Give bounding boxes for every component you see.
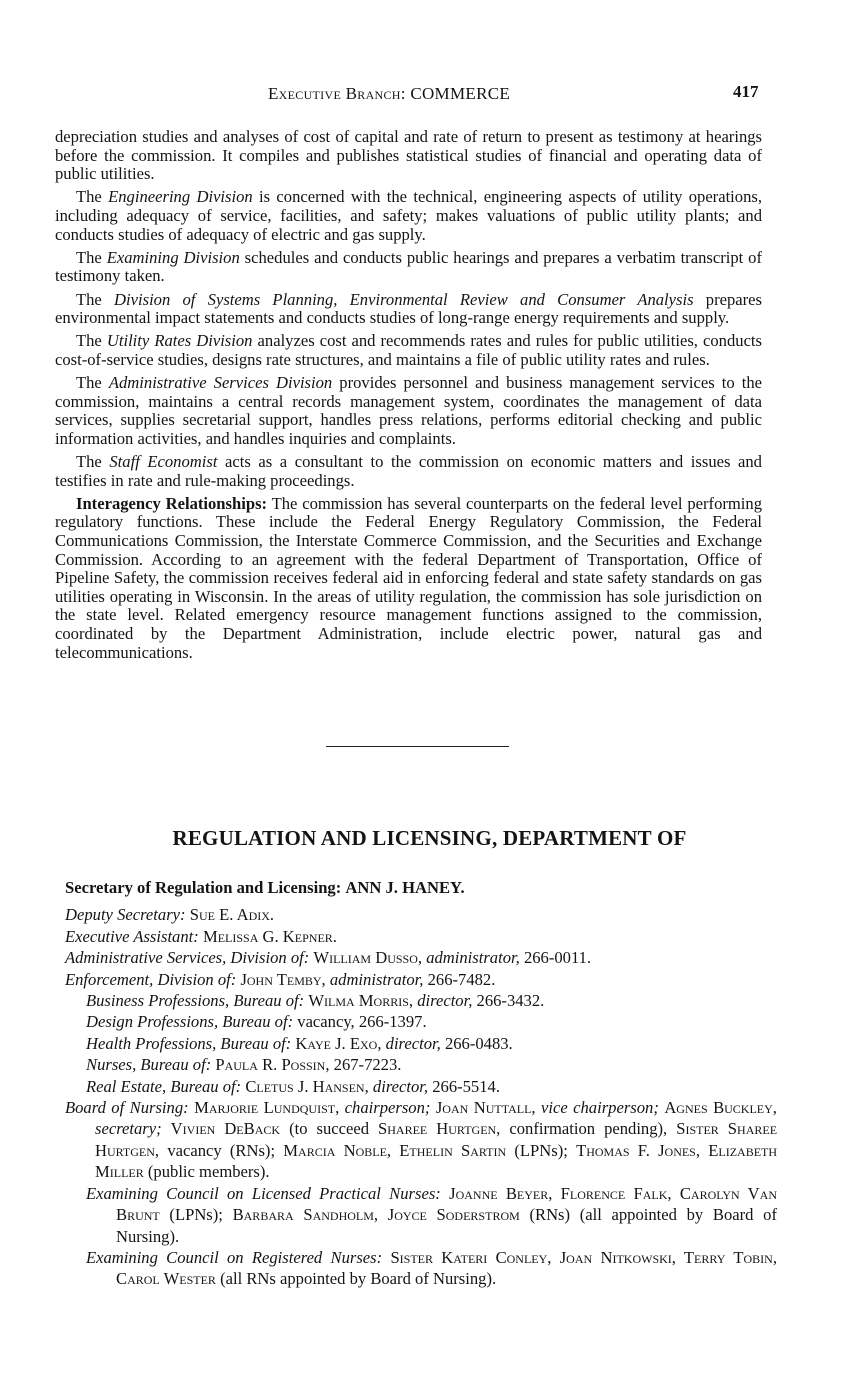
person-role: director, bbox=[385, 1033, 441, 1053]
entry-text: (LPNs); bbox=[514, 1140, 568, 1160]
text-segment: The bbox=[76, 452, 110, 472]
person-role: administrator, bbox=[426, 948, 520, 968]
entry-text: (all RNs appointed by Board of Nursing). bbox=[220, 1269, 497, 1289]
running-title bbox=[268, 84, 510, 104]
text-segment: The bbox=[76, 187, 109, 207]
text-segment: The bbox=[76, 289, 115, 309]
running-title-prefix: Executive Branch: bbox=[268, 84, 411, 103]
text-segment: The bbox=[76, 247, 107, 267]
person-role: chairperson; bbox=[344, 1098, 431, 1118]
department-title: REGULATION AND LICENSING, DEPARTMENT OF bbox=[172, 826, 687, 850]
text-segment: prepares environmental impact statements and conducts studies of long-range energy requirements and supply. bbox=[55, 289, 762, 328]
nurses-bureau-entry bbox=[65, 1054, 777, 1075]
entry-text: confirmation pending), bbox=[509, 1119, 668, 1139]
person-name: Barbara Sandholm, Joyce Soderstrom bbox=[232, 1205, 520, 1225]
entry-label: Executive Assistant: bbox=[65, 926, 199, 946]
entry-label: Nurses, Bureau of: bbox=[86, 1055, 212, 1075]
person-name: Paula R. Possin, bbox=[215, 1055, 330, 1075]
paragraph-depreciation: depreciation studies and analyses of cost of capital and rate of return to present as testimony at hearings before the commission. It compiles and publishes statistical studies of financial and operating data of public utilities. bbox=[55, 127, 762, 184]
text-segment: The bbox=[76, 331, 107, 351]
person-name: Cletus J. Hansen, bbox=[245, 1076, 369, 1096]
person-name: Vivien DeBack bbox=[170, 1119, 281, 1139]
phone-number: 266-0483. bbox=[444, 1033, 513, 1053]
division-name: Administrative Services Division bbox=[108, 373, 333, 393]
page-number: 417 bbox=[733, 82, 759, 101]
text-segment: is concerned with the technical, engineering aspects of utility operations, including adequacy of service, facilities, and safety; makes valuations of public utility plants; and conducts studies of adequacy of electric and gas supply. bbox=[55, 187, 762, 244]
paragraph-systems-planning bbox=[55, 291, 762, 328]
person-role: secretary; bbox=[95, 1119, 162, 1139]
person-name: Wilma Morris, bbox=[308, 991, 414, 1011]
entry-text: vacancy, 266-1397. bbox=[297, 1012, 427, 1032]
entry-label: Board of Nursing: bbox=[65, 1098, 189, 1118]
board-of-nursing-entry bbox=[65, 1097, 777, 1183]
person-name: Kaye J. Exo, bbox=[295, 1033, 382, 1053]
entry-text: (public members). bbox=[147, 1162, 270, 1182]
text-segment: The bbox=[76, 373, 109, 393]
person-name: Sister Kateri Conley, Joan Nitkowski, Terry Tobin, Carol Wester bbox=[116, 1247, 777, 1289]
person-name: Agnes Buckley, bbox=[664, 1098, 777, 1118]
entry-text: (to succeed bbox=[289, 1119, 370, 1139]
text-segment: analyzes cost and recommends rates and rules for public utilities, conducts cost-of-service studies, designs rate structures, and maintains a file of public utility rates and rules. bbox=[55, 331, 762, 369]
enforcement-division-entry bbox=[65, 969, 777, 990]
section-divider bbox=[326, 746, 509, 747]
department-directory bbox=[65, 877, 777, 1290]
person-name: William Dusso, bbox=[313, 948, 423, 968]
person-name: Marjorie Lundquist, bbox=[194, 1098, 340, 1118]
running-header bbox=[0, 84, 859, 110]
secretary-name: ANN J. HANEY. bbox=[345, 878, 465, 897]
administrative-services-entry bbox=[65, 947, 777, 968]
division-name: Staff Economist bbox=[109, 452, 218, 472]
entry-text: vacancy (RNs); bbox=[167, 1140, 276, 1160]
commission-description bbox=[55, 128, 762, 667]
phone-number: 266-5514. bbox=[432, 1076, 500, 1096]
phone-number: 266-3432. bbox=[476, 991, 545, 1011]
entry-label: Business Professions, Bureau of: bbox=[86, 991, 305, 1011]
person-role: vice chairperson; bbox=[541, 1098, 659, 1118]
person-role: administrator, bbox=[329, 969, 424, 989]
design-professions-entry bbox=[65, 1011, 777, 1032]
person-name: Melissa G. Kepner. bbox=[202, 926, 337, 946]
running-title-main: COMMERCE bbox=[410, 84, 511, 103]
person-role: director, bbox=[372, 1076, 429, 1096]
deputy-secretary-entry bbox=[65, 904, 777, 925]
entry-text: (RNs) (all appointed by Board of Nursing). bbox=[116, 1205, 777, 1246]
person-name: John Temby, bbox=[240, 969, 326, 989]
person-name: Marcia Noble, Ethelin Sartin bbox=[283, 1140, 507, 1160]
person-name: Sue E. Adix. bbox=[189, 905, 275, 925]
entry-label: Health Professions, Bureau of: bbox=[86, 1033, 292, 1053]
person-name: Thomas F. Jones, Elizabeth Miller bbox=[95, 1140, 778, 1182]
division-name: Division of Systems Planning, Environmental Review and Consumer Analysis bbox=[114, 289, 694, 309]
text-segment: acts as a consultant to the commission on economic matters and issues and testifies in rate and rule-making proceedings. bbox=[55, 452, 762, 490]
person-role: director, bbox=[417, 991, 473, 1011]
text-segment: schedules and conducts public hearings and prepares a verbatim transcript of testimony taken. bbox=[55, 247, 762, 286]
paragraph-staff-economist bbox=[55, 453, 762, 490]
entry-label: Deputy Secretary: bbox=[65, 905, 186, 925]
business-professions-entry bbox=[65, 990, 777, 1011]
entry-label: Real Estate, Bureau of: bbox=[86, 1076, 242, 1096]
paragraph-interagency-relationships bbox=[55, 495, 762, 662]
person-name: Sharee Hurtgen, bbox=[378, 1119, 501, 1139]
division-name: Engineering Division bbox=[108, 187, 253, 207]
text-segment: The commission has several counterparts on the federal level performing regulatory functions. These include the Federal Energy Regulatory Commission, the Federal Communications Commission, the Interstate Commerce Commission, and the Securities and Exchange Commission. According to an agreement with the federal Department of Transportation, Office of Pipeline Safety, the commission receives federal aid in enforcing federal and state safety standards on gas utilities operating in Wisconsin. In the areas of utility regulation, the commission has sole jurisdiction on the state level. Related emergency resource management functions assigned to the commission, coordinated by the Department Administration, include electric power, natural gas and telecommunications. bbox=[55, 493, 763, 662]
paragraph-examining-division bbox=[55, 249, 762, 286]
entry-label: Administrative Services, Division of: bbox=[65, 948, 310, 968]
section-label: Interagency Relationships: bbox=[76, 493, 268, 513]
paragraph-engineering-division bbox=[55, 188, 762, 244]
phone-number: 266-7482. bbox=[427, 969, 496, 989]
phone-number: 267-7223. bbox=[333, 1055, 402, 1075]
entry-label: Secretary of Regulation and Licensing: bbox=[65, 878, 342, 897]
lpn-council-entry bbox=[65, 1183, 777, 1247]
entry-label: Enforcement, Division of: bbox=[65, 969, 237, 989]
person-name: Joan Nuttall, bbox=[435, 1098, 536, 1118]
executive-assistant-entry bbox=[65, 926, 777, 947]
entry-label: Design Professions, Bureau of: bbox=[86, 1012, 294, 1032]
secretary-entry bbox=[65, 877, 777, 898]
division-name: Examining Division bbox=[106, 247, 240, 267]
person-name: Sister Sharee Hurtgen, bbox=[95, 1119, 778, 1160]
text-segment: provides personnel and business management services to the commission, maintains a central records management system, coordinates the management of data services, supplies secretarial support, handles press relations, performs editorial checking and public information activities, and handles inquiries and complaints. bbox=[55, 373, 762, 448]
rn-council-entry bbox=[65, 1247, 777, 1290]
entry-text: (LPNs); bbox=[169, 1205, 223, 1225]
real-estate-entry bbox=[65, 1076, 777, 1097]
division-name: Utility Rates Division bbox=[106, 331, 253, 351]
entry-label: Examining Council on Registered Nurses: bbox=[86, 1247, 383, 1267]
entry-label: Examining Council on Licensed Practical Nurses: bbox=[86, 1183, 441, 1203]
phone-number: 266-0011. bbox=[523, 948, 592, 968]
person-name: Joanne Beyer, Florence Falk, Carolyn Van Brunt bbox=[116, 1183, 778, 1225]
health-professions-entry bbox=[65, 1033, 777, 1054]
paragraph-administrative-services bbox=[55, 374, 762, 448]
paragraph-utility-rates bbox=[55, 332, 762, 369]
